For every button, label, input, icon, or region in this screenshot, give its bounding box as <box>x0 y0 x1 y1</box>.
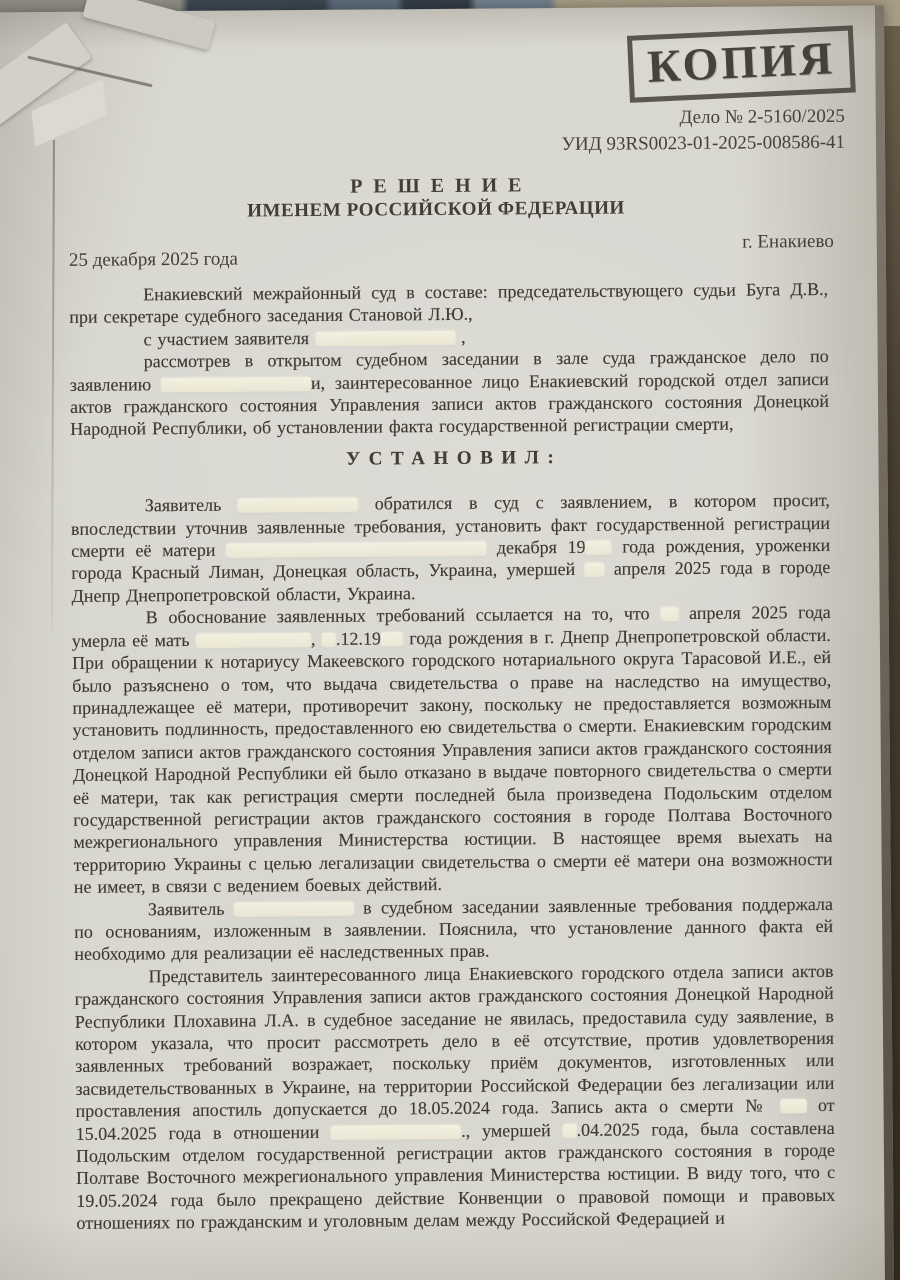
redaction-patch <box>381 632 403 646</box>
redaction-patch <box>226 542 486 558</box>
redaction-patch <box>322 633 336 647</box>
redaction-patch <box>238 498 358 513</box>
redaction-patch <box>780 1099 806 1113</box>
title-decision: РЕШЕНИЕ <box>350 174 533 198</box>
paragraph: В обоснование заявленных требований ссылается на то, что апреля 2025 года умерла её мать , .12.19 года рождения в г. Днепр Днепропетровской области. При обращении к нотариусу Макеевского городского нотариального округа Тарасовой И.Е., ей было разъяснено о том, что выдача свидетельства о праве на наследство на имущество, принадлежащее её матери, противоречит закону, поскольку не предоставляется возможным установить подлинность, предоставленного ею свидетельства о смерти. Енакиевским городским отделом записи актов гражданского состояния Управления записи актов гражданского состояния Донецкой Народной Республики ей было отказано в выдаче повторного свидетельства о смерти её матери, так как регистрация смерти последней была произведена Подольским отделом государственной регистрации актов гражданского состояния в городе Полтава Восточного межрегионального управления Министерства юстиции. В настоящее время выехать на территорию Украины с целью легализации свидетельства о смерти её матери она возможности не имеет, в связи с ведением боевых действий. <box>71 602 833 898</box>
copy-stamp-label: КОПИЯ <box>646 32 837 92</box>
title-in-the-name: ИМЕНЕМ РОССИЙСКОЙ ФЕДЕРАЦИИ <box>247 197 625 222</box>
document-title <box>0 171 886 224</box>
case-number: Дело № 2-5160/2025 <box>679 105 845 129</box>
paragraph: Енакиевский межрайонный суд в составе: председательствующего судьи Буга Д.В., при секретаре судебного заседания Становой Л.Ю., <box>69 278 829 328</box>
paragraph: Представитель заинтересованного лица Енакиевского городского отдела записи актов гражданского состояния Управления записи актов гражданского состояния Донецкой Народной Республики Плохавина Л.А. в судебное заседание не явилась, предоставила суду заявление, в котором указала, что просит рассмотреть дело в её отсутствие, против удовлетворения заявленных требований возражает, поскольку приём документов, изготовленных или засвидетельствованных в Украине, на территории Российской Федерации без легализации или проставления апостиль допускается до 18.05.2024 года. Запись акта о смерти № от 15.04.2025 года в отношении ., умершей .04.2025 года, была составлена Подольским отделом государственной регистрации актов гражданского состояния в городе Полтаве Восточного межрегионального управления Министерства юстиции. В виду того, что с 19.05.2024 года было прекращено действие Конвенции о правовой помощи и правовых отношениях по гражданским и уголовным делам между Российской Федерацией и <box>74 960 836 1234</box>
date-place-row <box>0 230 886 272</box>
redaction-patch <box>161 377 311 392</box>
copy-stamp <box>627 25 856 102</box>
paragraph: Заявитель в судебном заседании заявленные требования поддержала по основаниям, изложенным в заявлении. Пояснила, что установление данного факта ей необходимо для реализации её наследственных прав. <box>74 893 834 965</box>
document-page <box>0 5 894 1280</box>
decision-date: 25 декабря 2025 года <box>68 248 238 271</box>
redaction-patch <box>315 331 455 346</box>
document-body <box>0 277 894 1235</box>
redaction-patch <box>196 633 311 648</box>
redaction-patch <box>660 607 678 621</box>
redaction-patch <box>584 563 604 577</box>
page-content <box>0 5 894 1280</box>
case-uid: УИД 93RS0023-01-2025-008586-41 <box>561 131 846 156</box>
redaction-patch <box>234 901 354 916</box>
paragraph: с участием заявителя , <box>143 326 466 350</box>
section-heading: УСТАНОВИЛ: <box>346 446 563 470</box>
redaction-patch <box>562 1124 576 1138</box>
paragraph: рассмотрев в открытом судебном заседании в зале суда гражданское дело по заявлению и, заинтересованное лицо Енакиевский городской отдел записи актов гражданского состояния Управления записи актов гражданского состояния Донецкой Народной Республики, об установлении факта государственной регистрации смерти, <box>69 346 830 440</box>
paragraph: Заявитель обратился в суд с заявлением, в котором просит, впоследствии уточнив заявленные требования, установить факт государственной регистрации смерти её матери декабря 19 года рождения, уроженки города Красный Лиман, Донецкая область, Украина, умершей апреля 2025 года в городе Днепр Днепропетровской области, Украина. <box>70 490 831 606</box>
decision-place: г. Енакиево <box>742 230 834 253</box>
redaction-patch <box>586 541 612 555</box>
redaction-patch <box>331 1124 461 1139</box>
